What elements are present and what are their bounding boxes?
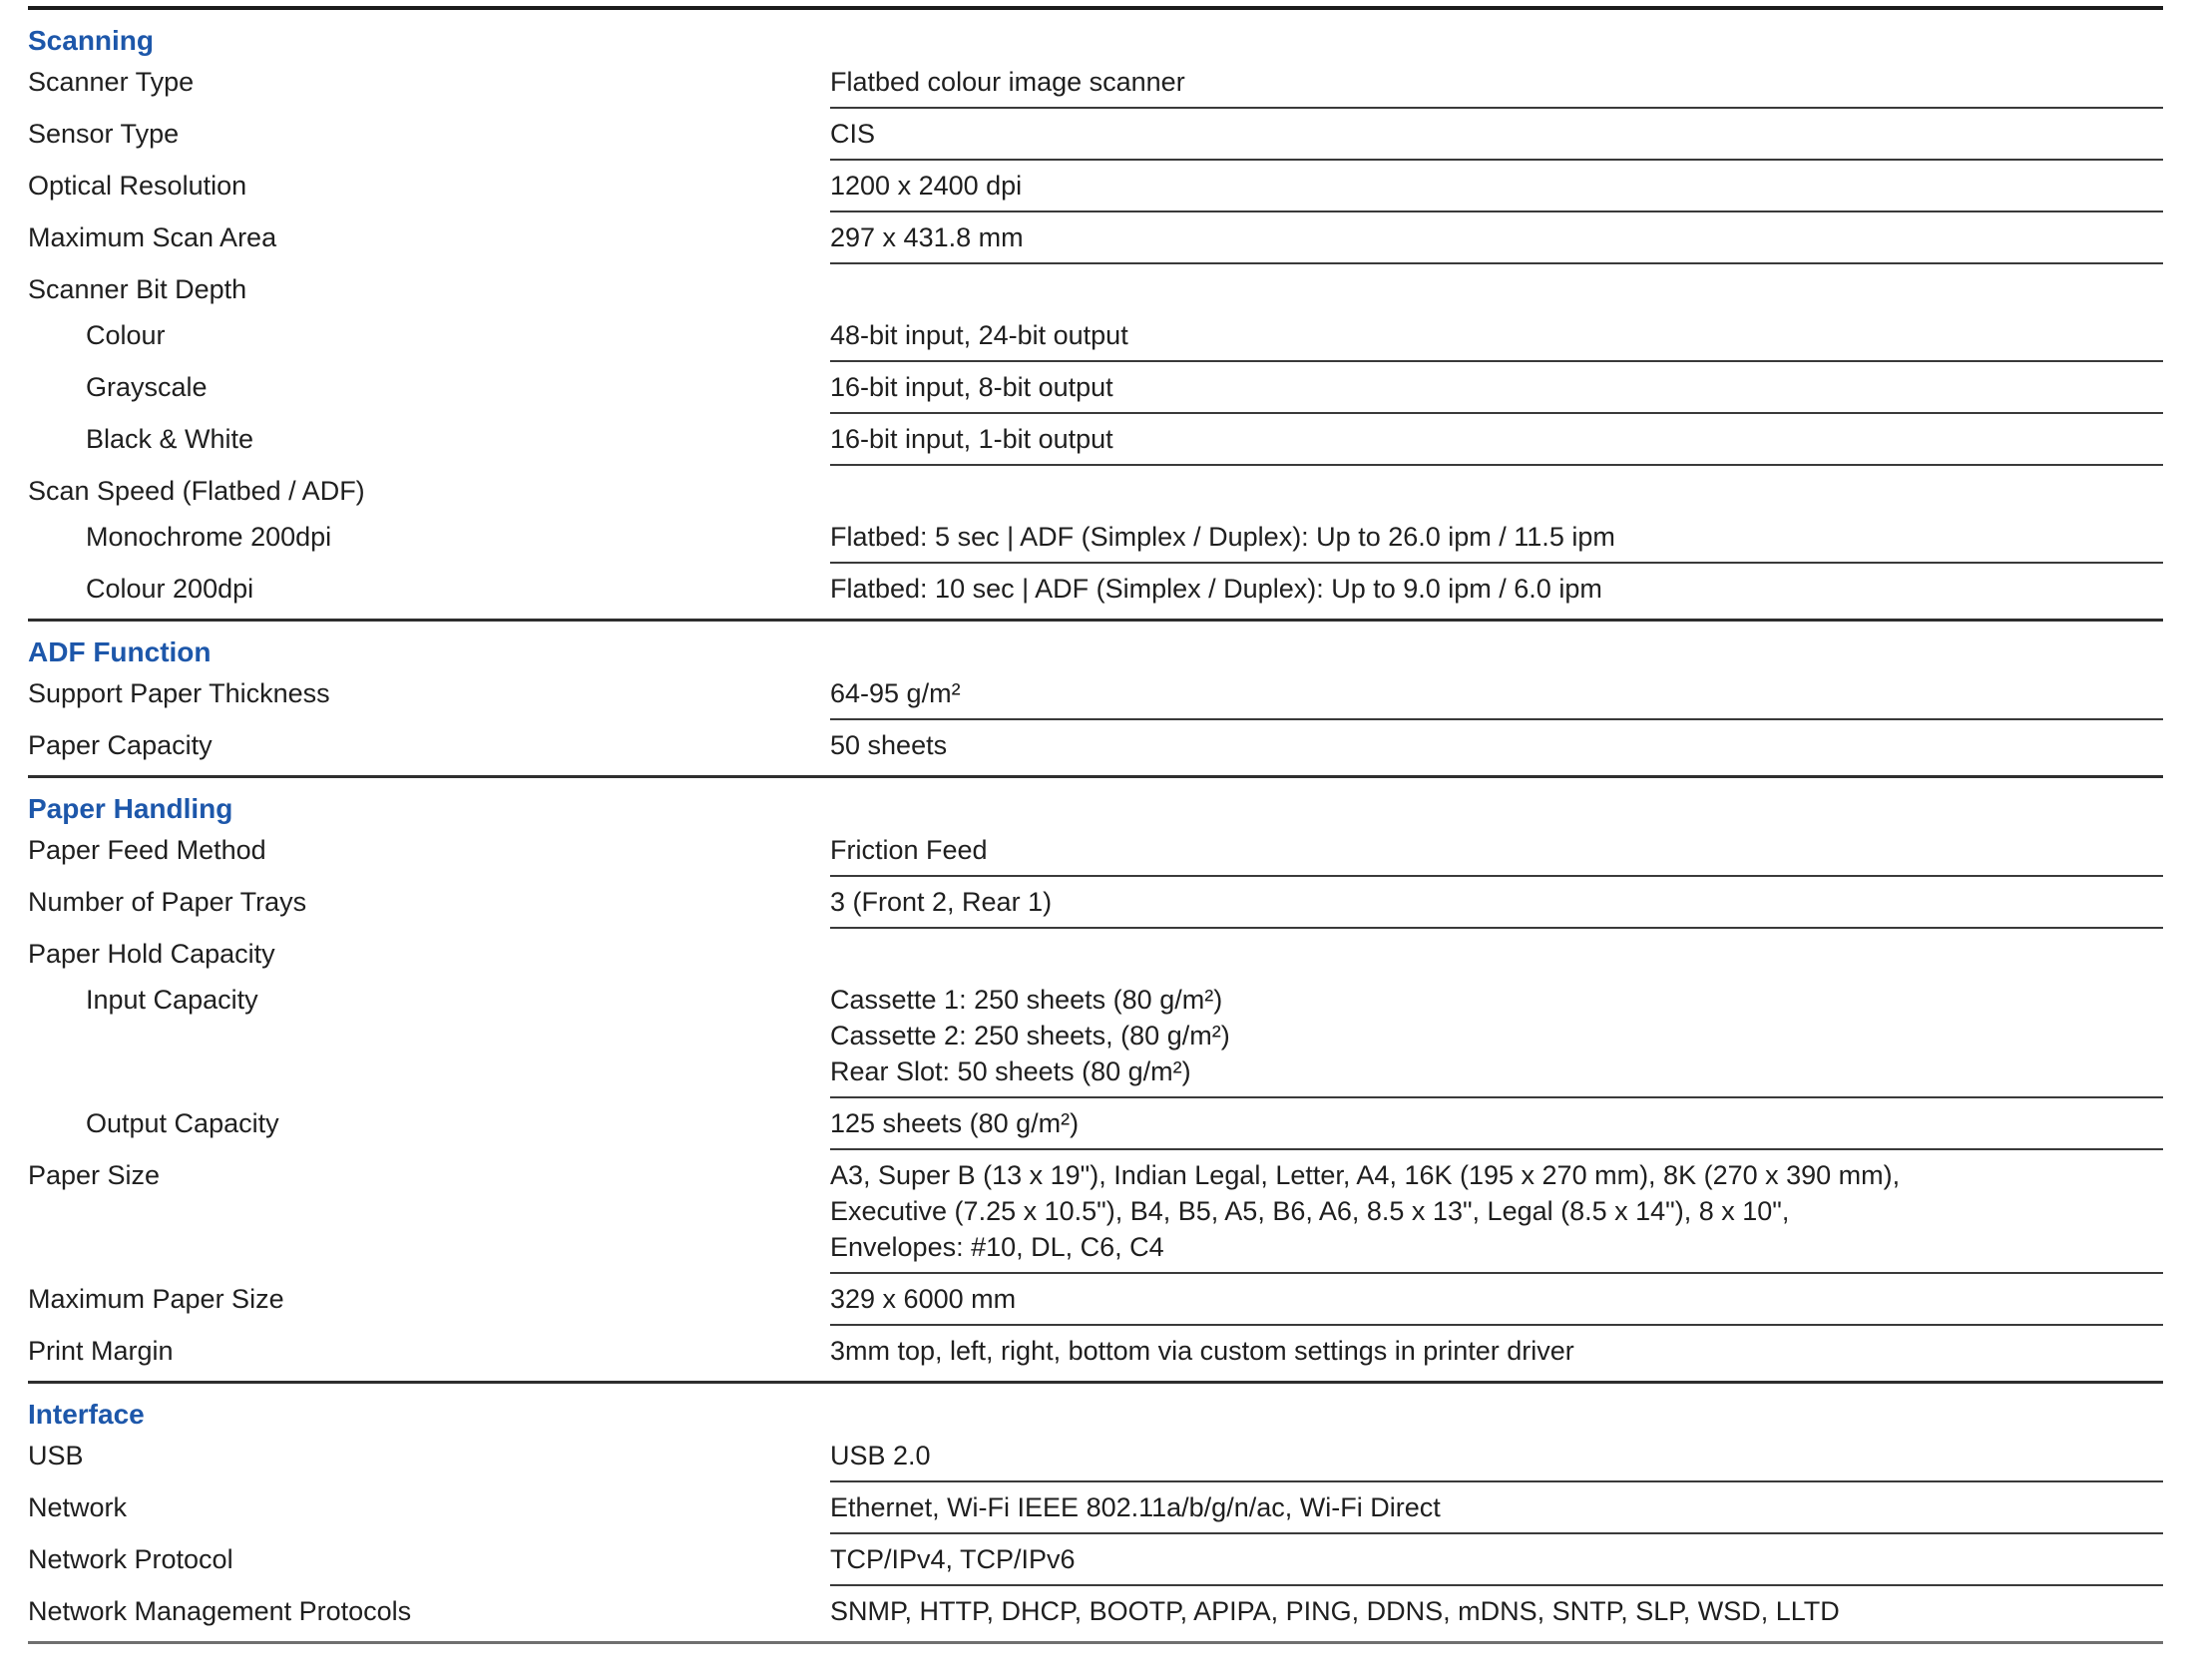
section-interface: [28, 1398, 2163, 1634]
spec-value-line: 1200 x 2400 dpi: [830, 171, 1023, 201]
spec-value-line: Flatbed: 10 sec | ADF (Simplex / Duplex): Up to 9.0 ipm / 6.0 ipm: [830, 574, 1602, 604]
spec-value-line: SNMP, HTTP, DHCP, BOOTP, APIPA, PING, DDNS, mDNS, SNTP, SLP, WSD, LLTD: [830, 1596, 1840, 1626]
spec-label-scanner-bit-depth: Scanner Bit Depth: [28, 274, 247, 304]
spec-value: [830, 832, 2163, 877]
spec-group-row: [28, 271, 2163, 308]
spec-row: [28, 1157, 2163, 1274]
spec-value-line: Flatbed colour image scanner: [830, 67, 1185, 97]
section-heading-paper-handling: Paper Handling: [28, 793, 233, 824]
spec-label-paper-feed-method: Paper Feed Method: [28, 835, 266, 865]
spec-value-line: 3 (Front 2, Rear 1): [830, 887, 1053, 917]
spec-value: [830, 982, 2163, 1098]
spec-label-network-protocol: Network Protocol: [28, 1544, 233, 1574]
spec-value-line: 16-bit input, 1-bit output: [830, 424, 1113, 454]
spec-label-colour-200dpi: Colour 200dpi: [86, 574, 254, 604]
section-heading-interface: Interface: [28, 1399, 145, 1430]
spec-value: [830, 64, 2163, 109]
section-heading-adf-function: ADF Function: [28, 636, 212, 667]
spec-value: [830, 1541, 2163, 1586]
spec-value-line: Ethernet, Wi-Fi IEEE 802.11a/b/g/n/ac, Wi-Fi Direct: [830, 1492, 1441, 1522]
spec-label-black-white: Black & White: [86, 424, 254, 454]
spec-value: [830, 1281, 2163, 1326]
spec-value-line: Envelopes: #10, DL, C6, C4: [830, 1232, 1164, 1262]
spec-row: [28, 982, 2163, 1098]
section-paper-handling: [28, 792, 2163, 1374]
spec-label-print-margin: Print Margin: [28, 1336, 174, 1366]
spec-value-line: A3, Super B (13 x 19"), Indian Legal, Letter, A4, 16K (195 x 270 mm), 8K (270 x 390 mm),: [830, 1160, 1901, 1190]
spec-value-line: Flatbed: 5 sec | ADF (Simplex / Duplex): Up to 26.0 ipm / 11.5 ipm: [830, 522, 1615, 552]
spec-label-network: Network: [28, 1492, 128, 1522]
spec-value-line: 16-bit input, 8-bit output: [830, 372, 1113, 402]
spec-value: [830, 421, 2163, 466]
spec-row: [28, 1489, 2163, 1534]
spec-row: [28, 1105, 2163, 1150]
spec-label-output-capacity: Output Capacity: [86, 1108, 279, 1138]
spec-row: [28, 832, 2163, 877]
spec-value-line: CIS: [830, 119, 876, 149]
spec-value: [830, 1157, 2163, 1274]
spec-row: [28, 116, 2163, 161]
section-divider: [28, 1381, 2163, 1384]
section-divider: [28, 619, 2163, 622]
spec-label-grayscale: Grayscale: [86, 372, 208, 402]
spec-row: [28, 1593, 2163, 1634]
spec-label-scanner-type: Scanner Type: [28, 67, 195, 97]
spec-row: [28, 727, 2163, 768]
spec-label-input-capacity: Input Capacity: [86, 985, 258, 1015]
top-divider: [28, 6, 2163, 10]
spec-value-line: USB 2.0: [830, 1441, 931, 1470]
spec-value-line: Rear Slot: 50 sheets (80 g/m²): [830, 1056, 1191, 1086]
spec-value: [830, 727, 2163, 768]
spec-row: [28, 1438, 2163, 1482]
spec-value: [830, 219, 2163, 264]
spec-value-line: 125 sheets (80 g/m²): [830, 1108, 1080, 1138]
spec-value: [830, 369, 2163, 414]
spec-value-line: TCP/IPv4, TCP/IPv6: [830, 1544, 1076, 1574]
bottom-divider: [28, 1641, 2163, 1644]
spec-row: [28, 64, 2163, 109]
spec-group-row: [28, 936, 2163, 973]
spec-label-network-management-protocols: Network Management Protocols: [28, 1596, 412, 1626]
spec-label-sensor-type: Sensor Type: [28, 119, 180, 149]
spec-row: [28, 168, 2163, 212]
section-divider: [28, 775, 2163, 778]
spec-value-line: Cassette 2: 250 sheets, (80 g/m²): [830, 1021, 1230, 1050]
spec-label-paper-hold-capacity: Paper Hold Capacity: [28, 939, 275, 969]
spec-value: [830, 317, 2163, 362]
spec-row: [28, 1541, 2163, 1586]
spec-label-optical-resolution: Optical Resolution: [28, 171, 247, 201]
spec-row: [28, 884, 2163, 929]
spec-row: [28, 317, 2163, 362]
spec-value-line: Cassette 1: 250 sheets (80 g/m²): [830, 985, 1223, 1015]
spec-row: [28, 571, 2163, 612]
section-scanning: [28, 24, 2163, 612]
spec-row: [28, 675, 2163, 720]
spec-value-line: 297 x 431.8 mm: [830, 222, 1024, 252]
spec-value-line: Friction Feed: [830, 835, 988, 865]
spec-label-scan-speed-flatbed-adf: Scan Speed (Flatbed / ADF): [28, 476, 365, 506]
spec-label-usb: USB: [28, 1441, 84, 1470]
spec-row: [28, 369, 2163, 414]
spec-value-line: 64-95 g/m²: [830, 678, 961, 708]
spec-value: [830, 1438, 2163, 1482]
spec-value: [830, 1489, 2163, 1534]
spec-label-support-paper-thickness: Support Paper Thickness: [28, 678, 330, 708]
spec-row: [28, 219, 2163, 264]
spec-label-number-of-paper-trays: Number of Paper Trays: [28, 887, 307, 917]
spec-row: [28, 1333, 2163, 1374]
spec-label-maximum-paper-size: Maximum Paper Size: [28, 1284, 284, 1314]
spec-row: [28, 421, 2163, 466]
spec-value: [830, 1333, 2163, 1374]
spec-value-line: Executive (7.25 x 10.5"), B4, B5, A5, B6, A6, 8.5 x 13", Legal (8.5 x 14"), 8 x 10",: [830, 1196, 1790, 1226]
spec-value: [830, 116, 2163, 161]
spec-value-line: 50 sheets: [830, 730, 948, 760]
spec-value: [830, 1593, 2163, 1634]
spec-label-maximum-scan-area: Maximum Scan Area: [28, 222, 277, 252]
spec-value: [830, 1105, 2163, 1150]
spec-row: [28, 519, 2163, 564]
section-adf-function: [28, 635, 2163, 768]
spec-label-colour: Colour: [86, 320, 166, 350]
spec-label-monochrome-200dpi: Monochrome 200dpi: [86, 522, 332, 552]
spec-value: [830, 168, 2163, 212]
spec-value-line: 3mm top, left, right, bottom via custom settings in printer driver: [830, 1336, 1574, 1366]
spec-row: [28, 1281, 2163, 1326]
spec-value: [830, 884, 2163, 929]
spec-value-line: 48-bit input, 24-bit output: [830, 320, 1128, 350]
spec-sections: [28, 24, 2163, 1634]
spec-value: [830, 675, 2163, 720]
spec-value: [830, 571, 2163, 612]
section-heading-scanning: Scanning: [28, 25, 155, 56]
spec-group-row: [28, 473, 2163, 510]
spec-value: [830, 519, 2163, 564]
spec-label-paper-capacity: Paper Capacity: [28, 730, 213, 760]
spec-label-paper-size: Paper Size: [28, 1160, 161, 1190]
spec-value-line: 329 x 6000 mm: [830, 1284, 1017, 1314]
